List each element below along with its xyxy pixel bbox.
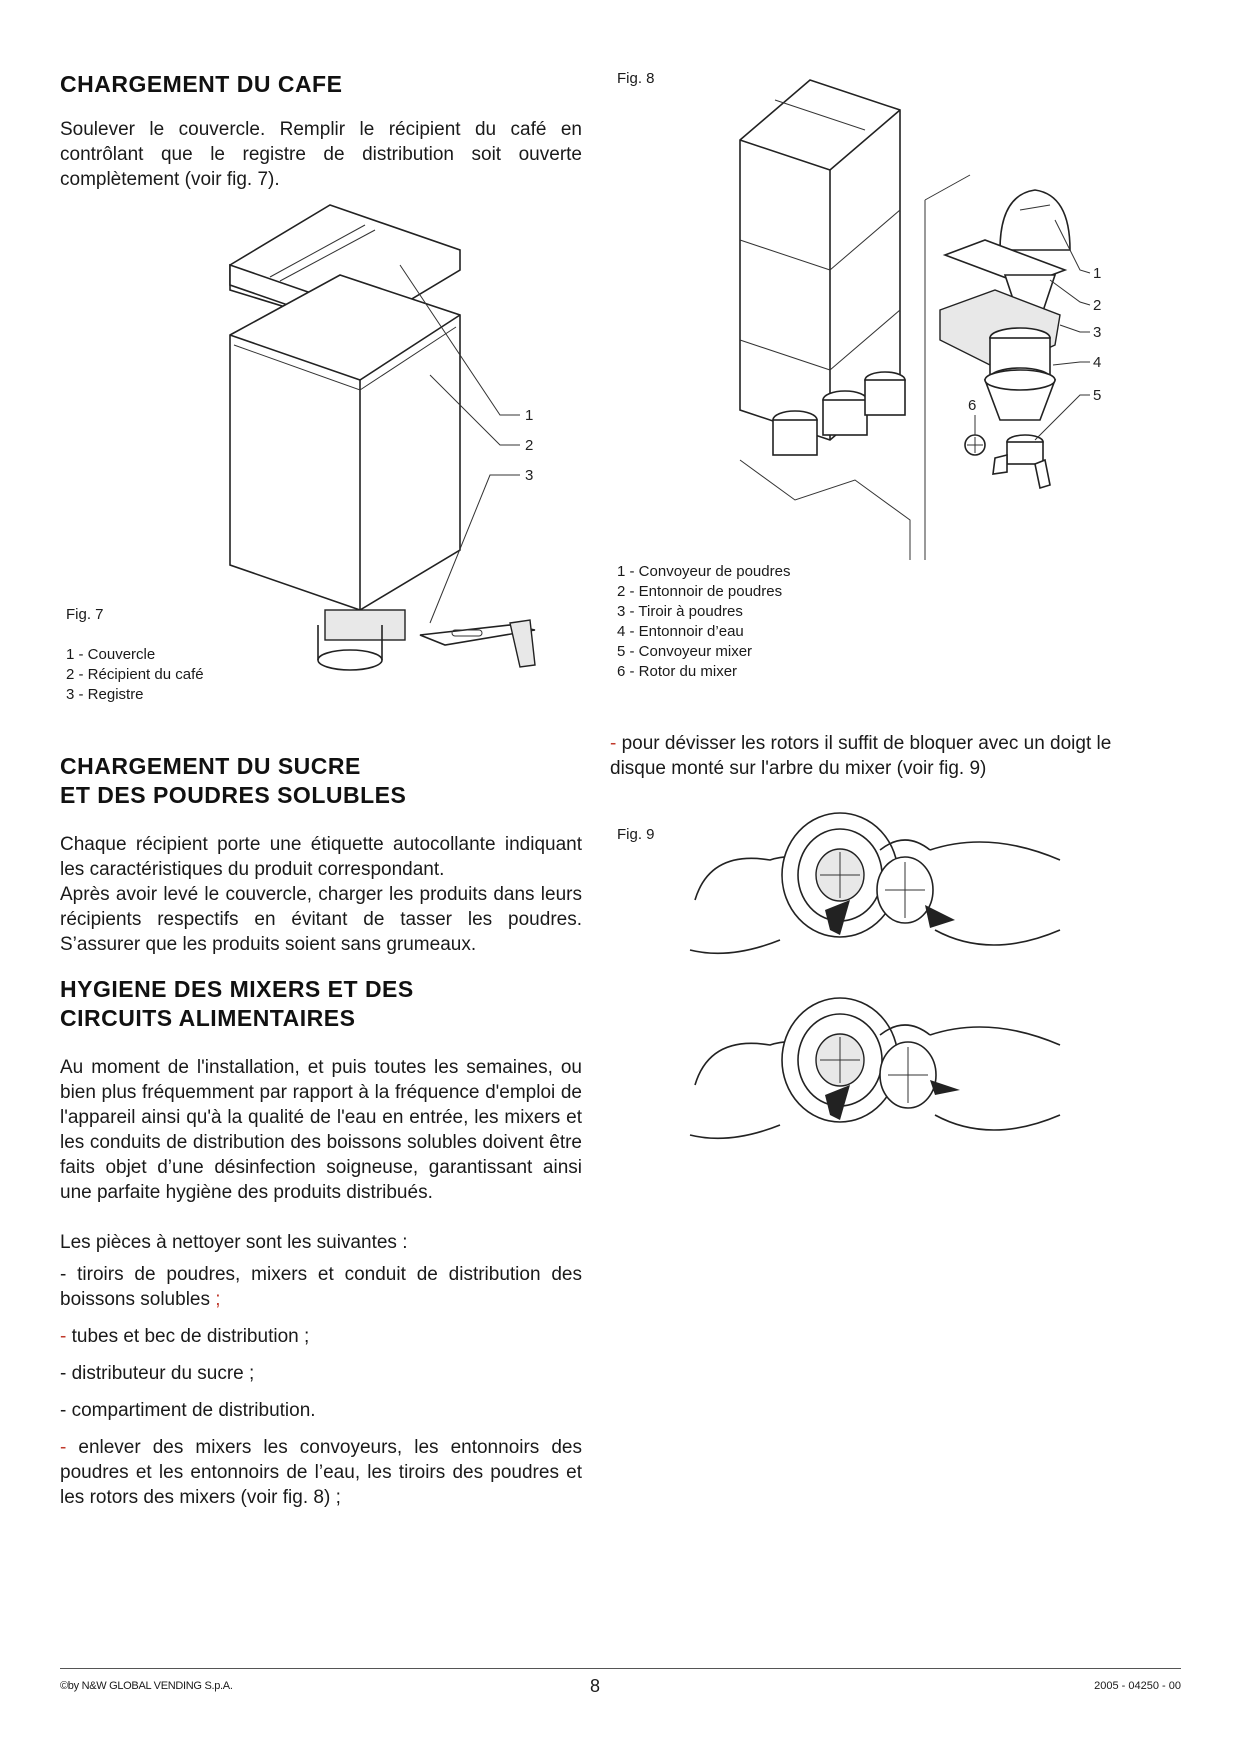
fig7-legend [66,645,204,705]
section-title-hygiene-line1: HYGIENE DES MIXERS ET DES [60,976,414,1002]
list-dash: - [60,1363,67,1384]
section-title-sucre-line1: CHARGEMENT DU SUCRE [60,753,361,779]
footer-divider [60,1668,1181,1669]
fig8-callout-3: 3 [1093,324,1102,341]
section-title-hygiene [60,975,414,1033]
fig7-coffee-container-drawing [220,205,580,685]
fig8-legend-item: 1 - Convoyeur de poudres [617,563,791,580]
hygiene-list-item [60,1435,582,1510]
fig9-hands-rotor-drawing [690,790,1070,1160]
fig8-legend-item: 2 - Entonnoir de poudres [617,583,783,600]
section-title-hygiene-line2: CIRCUITS ALIMENTAIRES [60,1005,356,1031]
fig8-mixer-exploded-drawing [735,80,1145,560]
list-dash: - [60,1326,67,1347]
fig8-callout-5: 5 [1093,387,1102,404]
fig8-legend-item: 4 - Entonnoir d’eau [617,623,744,640]
fig8-legend-item: 6 - Rotor du mixer [617,663,738,680]
list-text: enlever des mixers les convoyeurs, les entonnoirs des poudres et les entonnoirs de l’eau, les tiroirs des poudres et les rotors des mixers (voir fig. 8) ; [60,1437,582,1508]
footer-copyright: ©by N&W GLOBAL VENDING S.p.A. [60,1680,233,1692]
list-text: tubes et bec de distribution ; [66,1326,310,1347]
list-tail: ; [209,1289,221,1310]
hygiene-list-item [60,1262,582,1312]
page-number: 8 [590,1676,601,1696]
hygiene-list-item [60,1361,582,1386]
list-text: tiroirs de poudres, mixers et conduit de distribution des boissons solubles [60,1264,582,1310]
fig7-label: Fig. 7 [66,606,104,623]
section-title-sucre [60,752,406,810]
footer-doc-code: 2005 - 04250 - 00 [1094,1680,1181,1692]
sucre-paragraph-1: Chaque récipient porte une étiquette autocollante indiquant les caractéristiques du produit correspondant. [60,834,582,880]
list-text: distributeur du sucre ; [66,1363,255,1384]
hygiene-list-item [60,1324,582,1349]
sucre-paragraph-2: Après avoir levé le couvercle, charger les produits dans leurs récipients respectifs en évitant de tasser les poudres. S’assurer que les produits soient sans grumeaux. [60,884,582,955]
fig7-legend-item: 2 - Récipient du café [66,666,204,683]
fig7-legend-item: 1 - Couvercle [66,646,156,663]
rotor-note-text: pour dévisser les rotors il suffit de bloquer avec un doigt le disque monté sur l'arbre du mixer (voir fig. 9) [610,733,1112,779]
fig7-callout-3: 3 [525,467,534,484]
fig8-legend-item: 3 - Tiroir à poudres [617,603,743,620]
hygiene-list-item [60,1398,582,1423]
list-dash: - [60,1264,67,1285]
list-dash: - [60,1437,67,1458]
fig8-callout-2: 2 [1093,297,1102,314]
hygiene-paragraph: Au moment de l'installation, et puis toutes les semaines, ou bien plus fréquemment par rapport à la fréquence d'emploi de l'appareil ainsi qu'à la qualité de l'eau en entrée, les mixers et les conduits de distribution des boissons solubles doivent être faits objet d’une désinfection soigneuse, garantissant ainsi une parfaite hygiène des produits distribués. [60,1057,582,1203]
fig9-label: Fig. 9 [617,826,655,843]
fig8-legend-item: 5 - Convoyeur mixer [617,643,753,660]
fig8-label: Fig. 8 [617,70,655,87]
fig8-legend [617,562,790,682]
cafe-paragraph: Soulever le couvercle. Remplir le récipient du café en contrôlant que le registre de distribution soit ouverte complètement (voir fig. 7). [60,119,582,190]
fig8-callout-1: 1 [1093,265,1102,282]
fig7-callout-1: 1 [525,407,534,424]
list-text: compartiment de distribution. [66,1400,316,1421]
fig7-callout-2: 2 [525,437,534,454]
rotor-note [610,731,1140,781]
fig8-callout-4: 4 [1093,354,1102,371]
list-dash: - [60,1400,67,1421]
section-title-cafe: CHARGEMENT DU CAFE [60,71,343,97]
section-title-sucre-line2: ET DES POUDRES SOLUBLES [60,782,407,808]
hygiene-intro: Les pièces à nettoyer sont les suivantes : [60,1232,408,1253]
fig8-callout-6: 6 [968,397,977,414]
fig7-legend-item: 3 - Registre [66,686,144,703]
rotor-note-dash: - [610,733,617,754]
